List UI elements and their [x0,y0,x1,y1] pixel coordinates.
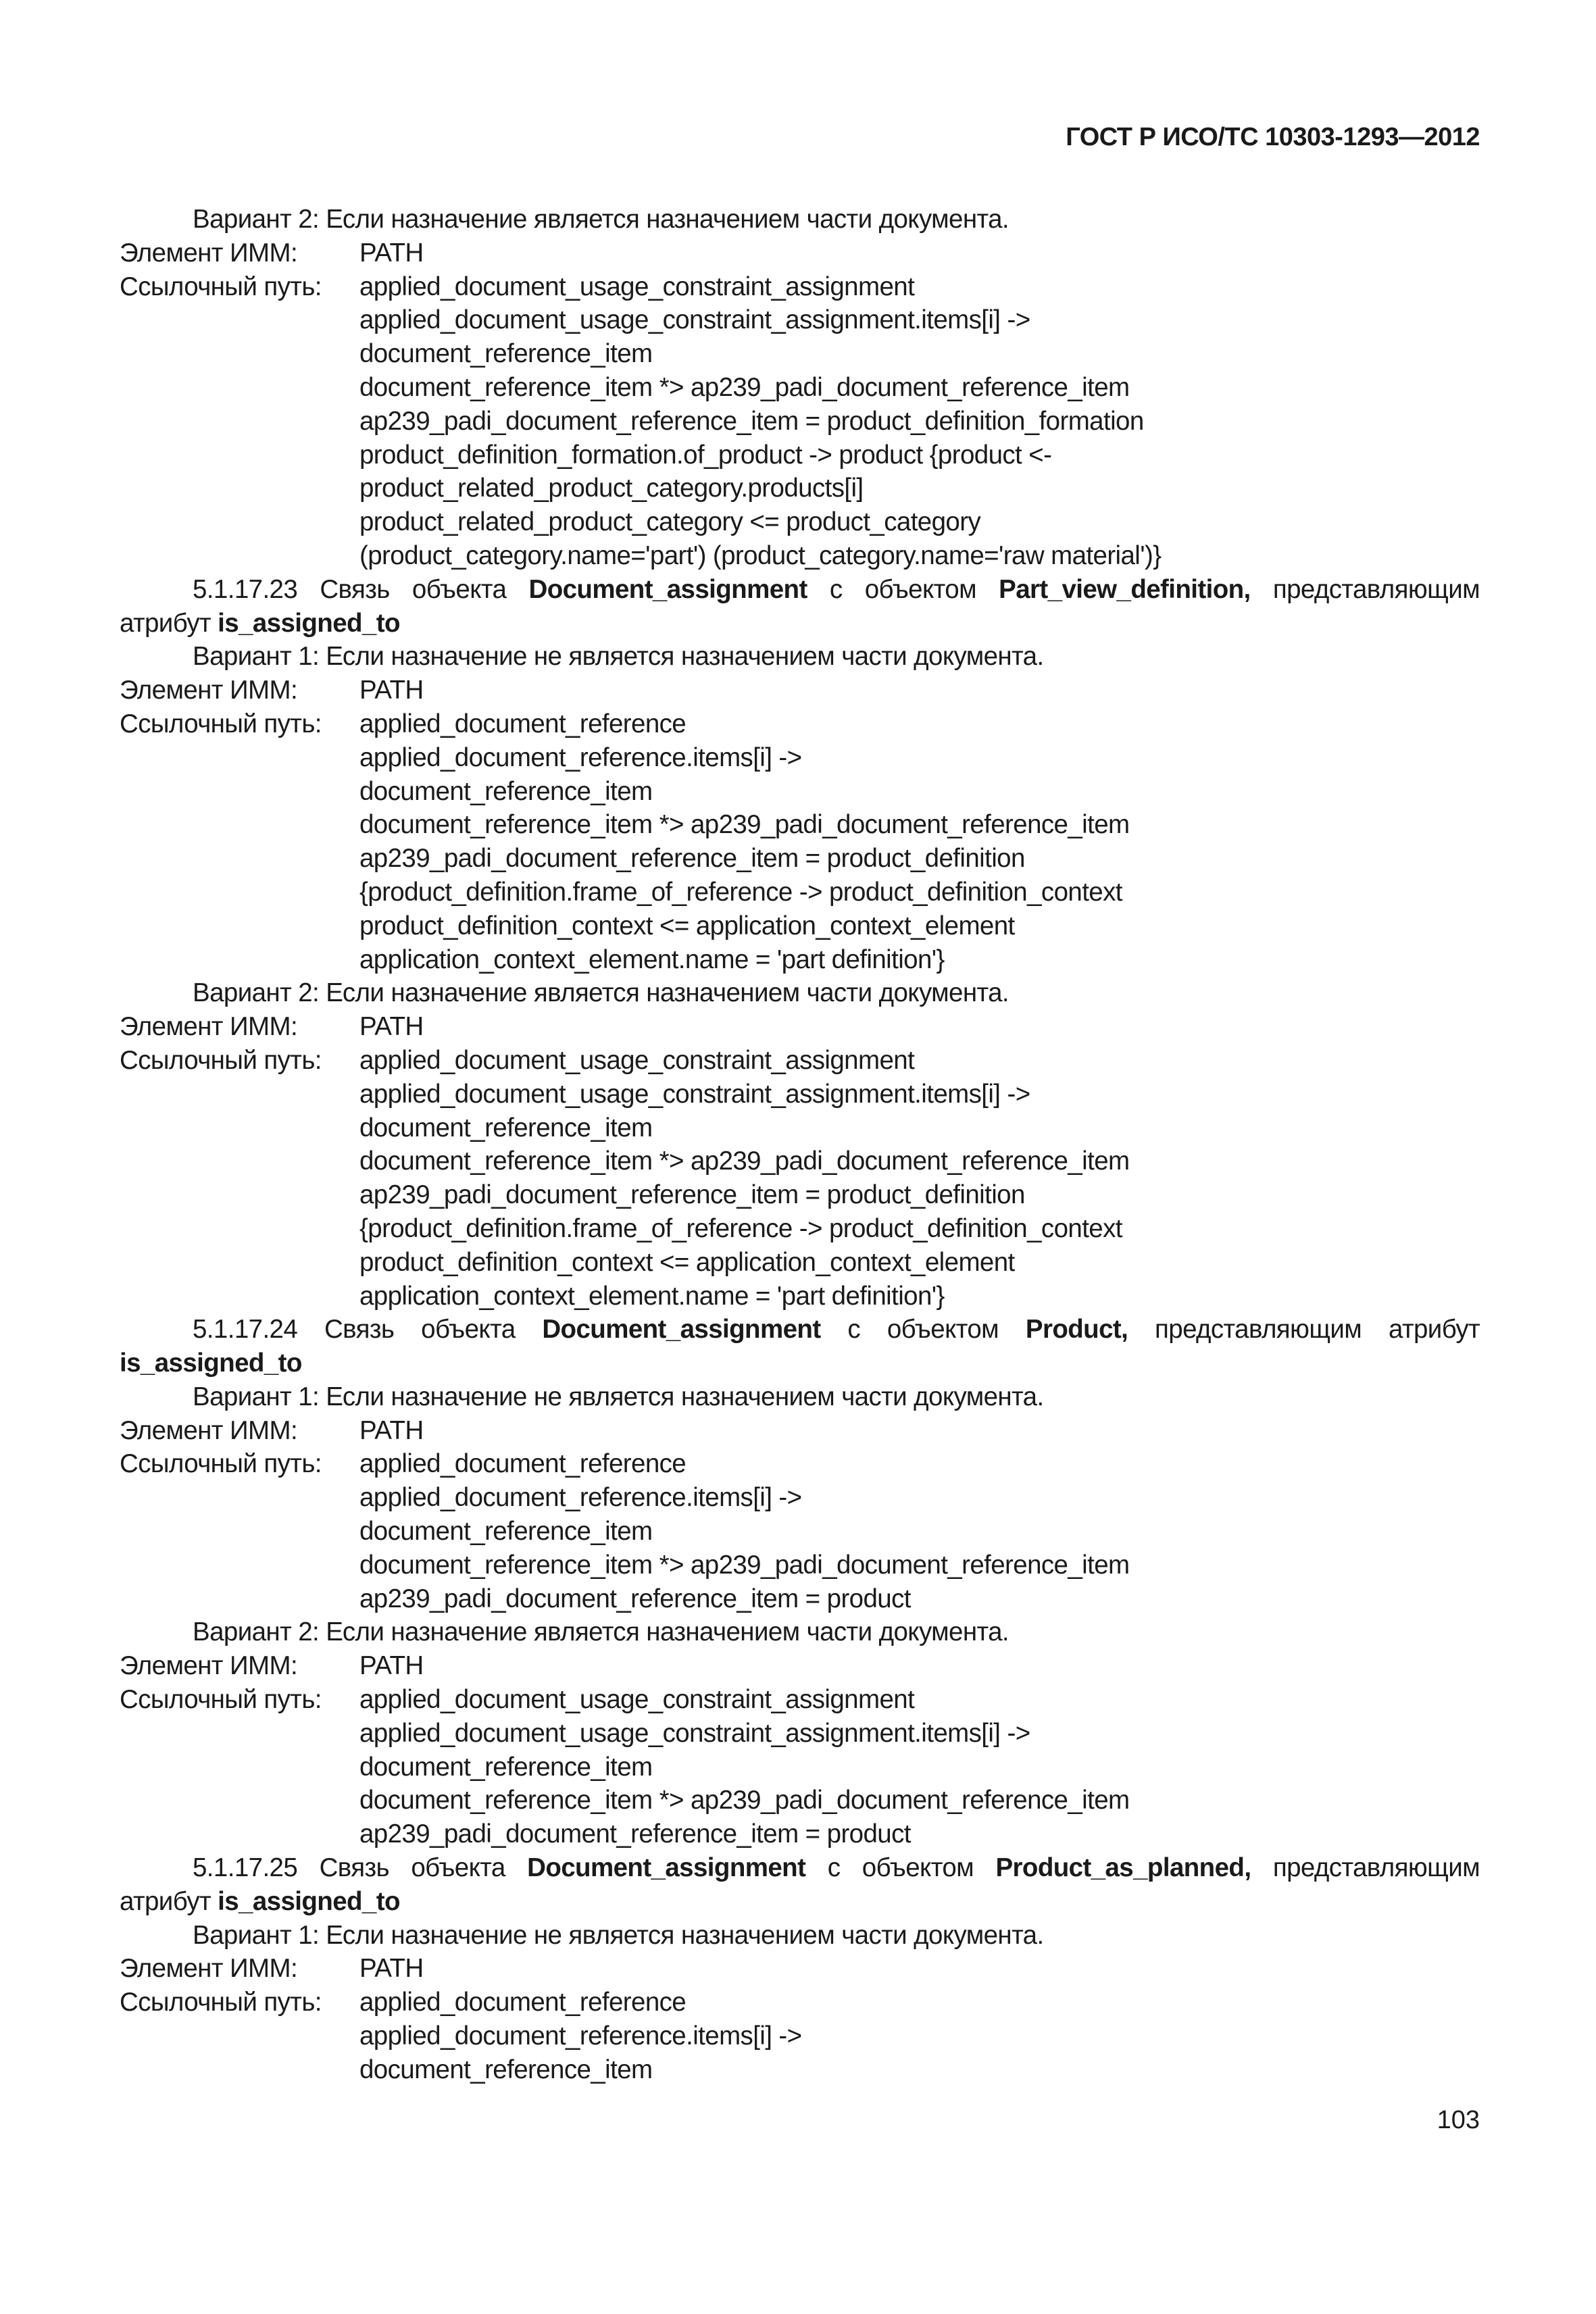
mapping-key: Ссылочный путь: [120,709,322,738]
section-heading [120,1851,1480,1885]
section-heading-text: 5.1.17.24 Связь объекта [193,1315,543,1344]
mapping-row [120,674,1480,707]
reference-path-line: document_reference_item [359,1752,653,1782]
section-heading-bold-term: Part_view_definition, [999,574,1251,604]
section-heading-bold-term: Product, [1025,1315,1128,1344]
reference-path-line: document_reference_item [359,1517,653,1546]
mapping-row [120,1044,1480,1078]
mapping-row [120,707,1480,741]
mapping-key: Элемент ИММ: [120,1012,298,1042]
section-heading-bold-term: Product_as_planned, [995,1853,1251,1883]
mapping-row [120,236,1480,270]
section-heading-text: с объектом [820,1315,1026,1344]
mapping-key: Элемент ИММ: [120,1954,298,1984]
reference-path-line: ap239_padi_document_reference_item = product_definition [359,844,1025,874]
mapping-value: PATH [359,1012,424,1042]
mapping-value: applied_document_reference [359,1988,687,2017]
mapping-row [120,1414,1480,1448]
mapping-row [120,1010,1480,1044]
mapping-key: Ссылочный путь: [120,1045,322,1075]
mapping-key: Элемент ИММ: [120,1651,298,1681]
reference-path-line: document_reference_item *> ap239_padi_document_reference_item [359,1147,1130,1176]
reference-path-line: document_reference_item *> ap239_padi_document_reference_item [359,372,1130,402]
reference-path-line: applied_document_usage_constraint_assignment.items[i] -> [359,1718,1030,1748]
mapping-value: applied_document_reference [359,709,687,738]
section-heading-text: атрибут [120,1886,218,1916]
mapping-value: applied_document_reference [359,1449,687,1479]
variant-heading: Вариант 2: Если назначение является назначением части документа. [193,1617,1009,1647]
mapping-value: PATH [359,676,424,705]
reference-path-line: {product_definition.frame_of_reference -> product_definition_context [359,1213,1122,1243]
reference-path-line: ap239_padi_document_reference_item = product_definition_formation [359,406,1144,436]
reference-path-line: product_definition_context <= application_context_element [359,1247,1015,1277]
mapping-key: Ссылочный путь: [120,1988,322,2017]
mapping-key: Ссылочный путь: [120,272,322,301]
section-heading-text: с объектом [807,574,999,604]
reference-path-line: product_definition_context <= application_context_element [359,911,1015,940]
document-body [120,203,1480,2087]
reference-path-line: applied_document_usage_constraint_assignment.items[i] -> [359,305,1030,335]
reference-path-line: document_reference_item *> ap239_padi_document_reference_item [359,1786,1130,1815]
reference-path-line: {product_definition.frame_of_reference -> product_definition_context [359,877,1122,907]
reference-path-line: applied_document_reference.items[i] -> [359,743,802,772]
section-heading-text: представляющим атрибут [1128,1315,1480,1344]
variant-heading: Вариант 1: Если назначение не является назначением части документа. [193,642,1044,672]
mapping-row [120,1952,1480,1986]
mapping-value: PATH [359,238,424,268]
mapping-value: applied_document_usage_constraint_assignment [359,272,915,301]
section-heading-bold-term: Document_assignment [528,574,807,604]
reference-path-line: document_reference_item [359,776,653,806]
section-heading-text: представляющим [1250,574,1480,604]
section-heading-continuation [120,607,1480,640]
mapping-key: Ссылочный путь: [120,1449,322,1479]
variant-heading: Вариант 1: Если назначение не является назначением части документа. [193,1920,1044,1950]
mapping-row [120,270,1480,304]
reference-path-line: (product_category.name='part') (product_category.name='raw material')} [359,540,1162,570]
mapping-value: PATH [359,1651,424,1681]
mapping-value: applied_document_usage_constraint_assignment [359,1685,915,1715]
reference-path-line: product_definition_formation.of_product -> product {product <- [359,440,1052,470]
variant-heading: Вариант 1: Если назначение не является назначением части документа. [193,1382,1044,1411]
variant-heading: Вариант 2: Если назначение является назначением части документа. [193,978,1009,1008]
mapping-row [120,1683,1480,1717]
section-heading-text: представляющим [1251,1853,1480,1883]
section-heading-bold-term: Document_assignment [542,1315,821,1344]
reference-path-line: document_reference_item *> ap239_padi_document_reference_item [359,1550,1130,1580]
mapping-row [120,1447,1480,1481]
reference-path-line: ap239_padi_document_reference_item = product [359,1819,911,1849]
page-number: 103 [1437,2106,1480,2134]
reference-path-line: applied_document_reference.items[i] -> [359,2021,802,2051]
section-heading-text: 5.1.17.25 Связь объекта [193,1853,528,1883]
reference-path-line: document_reference_item *> ap239_padi_document_reference_item [359,810,1130,840]
reference-path-line: document_reference_item [359,339,653,369]
mapping-key: Элемент ИММ: [120,1415,298,1445]
mapping-row [120,1649,1480,1683]
section-heading-text: с объектом [805,1853,996,1883]
section-heading [120,1313,1480,1347]
section-heading-bold-term: is_assigned_to [120,1349,302,1378]
section-heading-text: атрибут [120,608,218,638]
section-heading-continuation [120,1347,1480,1380]
reference-path-line: application_context_element.name = 'part definition'} [359,945,945,974]
reference-path-line: applied_document_usage_constraint_assignment.items[i] -> [359,1079,1030,1109]
reference-path-line: document_reference_item [359,2055,653,2084]
reference-path-line: product_related_product_category <= product_category [359,507,981,537]
page-header: ГОСТ Р ИСО/ТС 10303-1293—2012 [1066,123,1480,151]
reference-path-line: product_related_product_category.products[i] [359,474,864,503]
section-heading-text: 5.1.17.23 Связь объекта [193,574,529,604]
section-heading [120,573,1480,607]
mapping-value: PATH [359,1415,424,1445]
section-heading-bold-term: Document_assignment [527,1853,806,1883]
reference-path-line: document_reference_item [359,1113,653,1142]
reference-path-line: ap239_padi_document_reference_item = product [359,1584,911,1613]
variant-heading: Вариант 2: Если назначение является назначением части документа. [193,205,1009,234]
reference-path-line: ap239_padi_document_reference_item = product_definition [359,1180,1025,1210]
section-heading-continuation [120,1885,1480,1919]
reference-path-line: application_context_element.name = 'part definition'} [359,1281,945,1311]
reference-path-line: applied_document_reference.items[i] -> [359,1483,802,1513]
section-heading-bold-term: is_assigned_to [218,608,400,638]
section-heading-bold-term: is_assigned_to [218,1886,400,1916]
mapping-value: PATH [359,1954,424,1984]
mapping-key: Ссылочный путь: [120,1685,322,1715]
mapping-row [120,1986,1480,2019]
mapping-value: applied_document_usage_constraint_assignment [359,1045,915,1075]
mapping-key: Элемент ИММ: [120,676,298,705]
mapping-key: Элемент ИММ: [120,238,298,268]
